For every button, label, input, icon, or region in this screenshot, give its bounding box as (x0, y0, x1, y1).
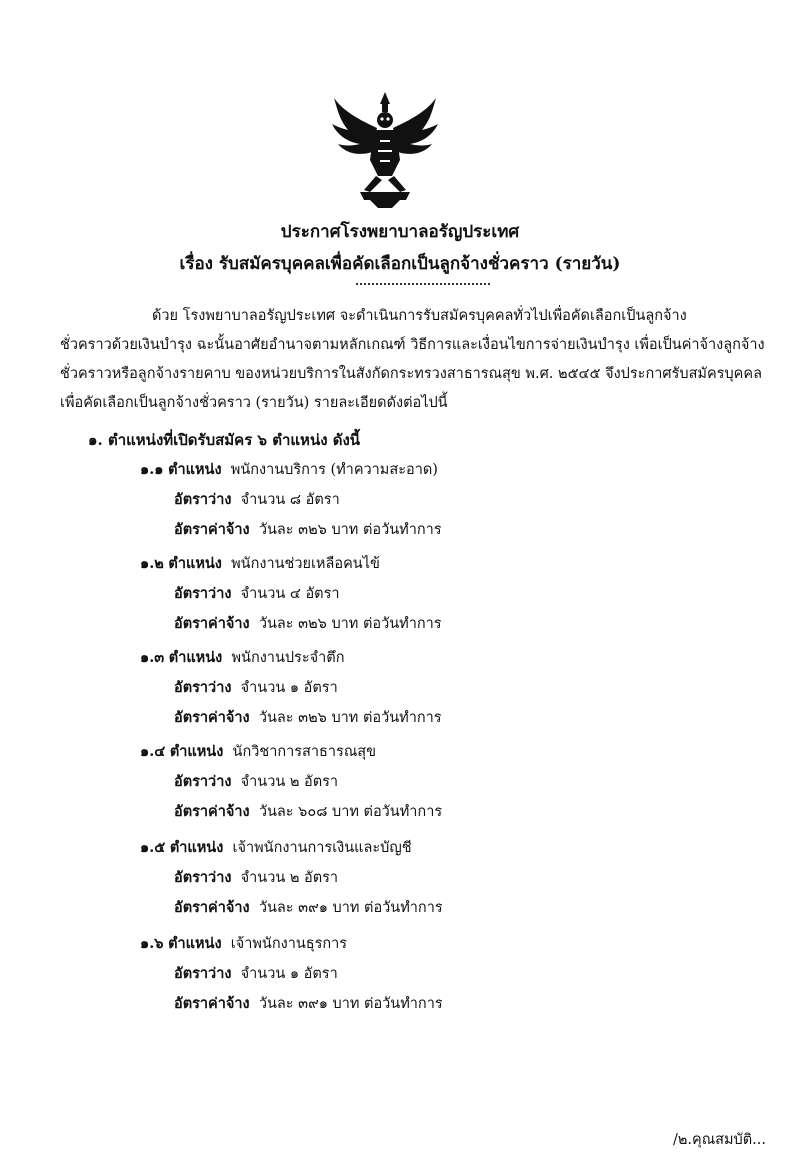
position-name: เจ้าพนักงานการเงินและบัญชี (232, 840, 412, 856)
wage-value: วันละ ๓๒๖ บาท ต่อวันทำการ (258, 522, 442, 538)
vacancy-label: อัตราว่าง (174, 773, 232, 790)
announcement-title: ประกาศโรงพยาบาลอรัญประเทศ (280, 222, 520, 242)
section-heading: ๑. ตำแหน่งที่เปิดรับสมัคร ๖ ตำแหน่ง ดังนี้ (88, 431, 361, 449)
intro-line: ชั่วคราวหรือลูกจ้างรายคาบ ของหน่วยบริการในสังกัดกระทรวงสาธารณสุข พ.ศ. ๒๕๔๕ จึงประกาศรับสมัครบุคคล (60, 366, 762, 382)
wage-label: อัตราค่าจ้าง (174, 995, 250, 1012)
position-block (140, 833, 443, 923)
vacancy-value: จำนวน ๔ อัตรา (240, 586, 340, 602)
wage-value: วันละ ๖๐๘ บาท ต่อวันทำการ (258, 804, 443, 820)
continuation-note: /๒.คุณสมบัติ... (672, 1132, 766, 1148)
wage-label: อัตราค่าจ้าง (174, 615, 250, 632)
position-number: ๑.๖ (140, 935, 164, 952)
wage-value: วันละ ๓๙๑ บาท ต่อวันทำการ (258, 900, 443, 916)
position-block (140, 455, 442, 545)
wage-label: อัตราค่าจ้าง (174, 709, 250, 726)
position-label: ตำแหน่ง (169, 839, 224, 856)
position-name: พนักงานช่วยเหลือคนไข้ (231, 556, 380, 572)
position-block (140, 549, 442, 639)
dotted-separator (355, 282, 490, 286)
position-label: ตำแหน่ง (168, 935, 222, 952)
wage-label: อัตราค่าจ้าง (174, 521, 250, 538)
announcement-subject: เรื่อง รับสมัครบุคคลเพื่อคัดเลือกเป็นลูกจ้างชั่วคราว (รายวัน) (179, 254, 621, 274)
vacancy-label: อัตราว่าง (174, 585, 232, 602)
position-name: นักวิชาการสาธารณสุข (232, 744, 377, 760)
position-block (140, 643, 442, 733)
position-name: พนักงานบริการ (ทำความสะอาด) (230, 462, 438, 478)
vacancy-value: จำนวน ๑ อัตรา (240, 680, 338, 696)
position-number: ๑.๓ (140, 649, 165, 666)
intro-line: เพื่อคัดเลือกเป็นลูกจ้างชั่วคราว (รายวัน) รายละเอียดดังต่อไปนี้ (60, 395, 448, 411)
vacancy-value: จำนวน ๑ อัตรา (240, 966, 338, 982)
position-number: ๑.๒ (140, 555, 164, 572)
vacancy-value: จำนวน ๒ อัตรา (240, 774, 339, 790)
position-label: ตำแหน่ง (168, 555, 222, 572)
position-label: ตำแหน่ง (169, 743, 224, 760)
position-block (140, 737, 442, 827)
position-number: ๑.๔ (140, 743, 166, 760)
position-number: ๑.๕ (140, 839, 166, 856)
intro-paragraph (60, 302, 770, 418)
wage-label: อัตราค่าจ้าง (174, 803, 250, 820)
vacancy-label: อัตราว่าง (174, 491, 232, 508)
intro-line: ด้วย โรงพยาบาลอรัญประเทศ จะดำเนินการรับสมัครบุคคลทั่วไปเพื่อคัดเลือกเป็นลูกจ้าง (152, 308, 687, 324)
vacancy-label: อัตราว่าง (174, 965, 232, 982)
position-block (140, 929, 443, 1019)
vacancy-value: จำนวน ๒ อัตรา (240, 870, 339, 886)
position-name: เจ้าพนักงานธุรการ (230, 936, 348, 952)
vacancy-label: อัตราว่าง (174, 679, 232, 696)
position-label: ตำแหน่ง (168, 649, 223, 666)
intro-line: ชั่วคราวด้วยเงินบำรุง ฉะนั้นอาศัยอำนาจตามหลักเกณฑ์ วิธีการและเงื่อนไขการจ่ายเงินบำรุง เพื่อเป็นค่าจ้างลูกจ้าง (60, 337, 765, 353)
garuda-emblem-icon (330, 90, 440, 210)
position-label: ตำแหน่ง (168, 461, 222, 478)
position-number: ๑.๑ (140, 461, 164, 478)
wage-value: วันละ ๓๙๑ บาท ต่อวันทำการ (258, 996, 443, 1012)
wage-value: วันละ ๓๒๖ บาท ต่อวันทำการ (258, 710, 442, 726)
vacancy-label: อัตราว่าง (174, 869, 232, 886)
wage-value: วันละ ๓๒๖ บาท ต่อวันทำการ (258, 616, 442, 632)
vacancy-value: จำนวน ๘ อัตรา (240, 492, 340, 508)
wage-label: อัตราค่าจ้าง (174, 899, 250, 916)
position-name: พนักงานประจำตึก (231, 650, 345, 666)
